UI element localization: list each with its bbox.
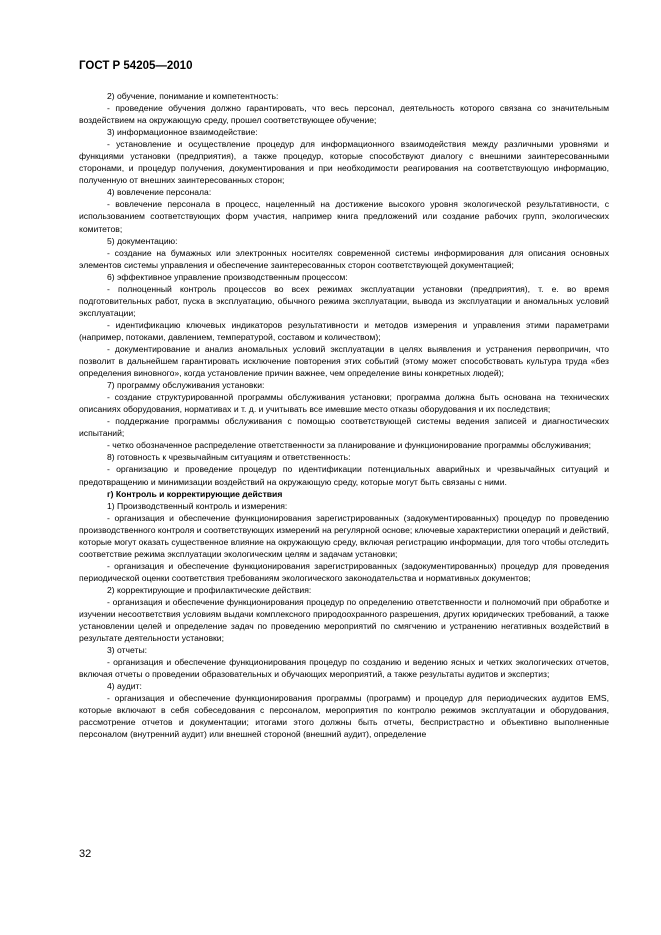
document-header: ГОСТ Р 54205—2010: [79, 60, 193, 72]
paragraph: - организация и обеспечение функционирования зарегистрированных (задокументированных) процедур по проведению производственного контроля и соответствующих измерений на регулярной основе; ключевые характеристики операций и действий, которые могут оказать существенное влияние на окружающую среду, включая регистрацию информации, для того чтобы отследить соответствие режима эксплуатации экологическим целям и задачам установки;: [79, 512, 609, 559]
paragraph: 7) программу обслуживания установки:: [107, 380, 265, 391]
paragraph: 3) информационное взаимодействие:: [107, 127, 258, 138]
paragraph: - организацию и проведение процедур по идентификации потенциальных аварийных и чрезвычайных ситуаций и предотвращению и минимизации воздействий на окружающую среду, которые могут быть связаны с ними.: [79, 464, 609, 487]
paragraph: 6) эффективное управление производственным процессом:: [107, 271, 348, 282]
paragraph: - проведение обучения должно гарантировать, что весь персонал, деятельность которого связана со значительным воздействием на окружающую среду, прошел соответствующее обучение;: [79, 103, 609, 126]
document-body: [79, 90, 609, 741]
paragraph: 3) отчеты:: [107, 645, 148, 656]
paragraph: - документирование и анализ аномальных условий эксплуатации в целях выявления и устранения первопричин, что позволит в дальнейшем гарантировать исключение повторения этих событий (этому может способствовать культура труда «без определения виновного», когда установление причин важнее, чем определение вины конкретных людей);: [79, 343, 609, 379]
paragraph: - установление и осуществление процедур для информационного взаимодействия между различными уровнями и функциями установки (предприятия), а также процедур, которые способствуют диалогу с внешними заинтересованными сторонами, и процедур получения, документирования и при необходимости реагирования на соответствующую информацию, полученную от внешних заинтересованных сторон;: [79, 139, 609, 186]
paragraph: - организация и обеспечение функционирования зарегистрированных (задокументированных) процедур для проведения периодической оценки соответствия требованиям экологического законодательства и нормативных документов;: [79, 560, 609, 583]
paragraph: - организация и обеспечение функционирования процедур по определению ответственности и полномочий при обработке и изучении несоответствия условиям выдачи комплексного природоохранного разрешения, других юридических требований, а также установлении целей и определение задач по проведению мероприятий по смягчению и устранению негативных воздействий в результате деятельности установки;: [79, 596, 609, 644]
paragraph: 2) корректирующие и профилактические действия:: [107, 584, 312, 595]
paragraph: 4) аудит:: [107, 681, 142, 692]
page-number: 32: [79, 848, 92, 860]
paragraph: - создание на бумажных или электронных носителях современной системы информирования для описания основных элементов системы управления и обеспечение заинтересованных сторон соответствующей документацией;: [79, 247, 609, 270]
paragraph: - поддержание программы обслуживания с помощью соответствующей системы ведения записей и диагностических испытаний;: [79, 416, 609, 439]
paragraph: 2) обучение, понимание и компетентность:: [107, 91, 279, 101]
section-heading: г) Контроль и корректирующие действия: [107, 488, 283, 499]
paragraph: - создание структурированной программы обслуживания установки; программа должна быть основана на технических описаниях оборудования, нормативах и т. д. и учитывать все имевшие место отказы оборудования и их последствия;: [79, 392, 609, 415]
paragraph: 5) документацию:: [107, 235, 178, 246]
paragraph: 8) готовность к чрезвычайным ситуациям и ответственность:: [107, 452, 351, 463]
paragraph: 4) вовлечение персонала:: [107, 187, 212, 198]
paragraph: - четко обозначенное распределение ответственности за планирование и функционирование программы обслуживания;: [107, 440, 592, 451]
paragraph: - вовлечение персонала в процесс, нацеленный на достижение высокого уровня экологической результативности, с использованием соответствующих форм участия, например книга предложений или создание рабочих групп, экологических комитетов;: [79, 199, 609, 234]
paragraph: - идентификацию ключевых индикаторов результативности и методов измерения и управления этими параметрами (например, потоками, давлением, температурой, составом и количеством);: [79, 319, 609, 342]
paragraph: - полноценный контроль процессов во всех режимах эксплуатации установки (предприятия), т. е. во время подготовительных работ, пуска в эксплуатацию, обычного режима эксплуатации, вывода из эксплуатации и аномальных условий эксплуатации;: [79, 283, 609, 318]
paragraph: 1) Производственный контроль и измерения:: [107, 500, 288, 511]
paragraph: - организация и обеспечение функционирования процедур по созданию и ведению ясных и четких экологических отчетов, включая отчеты о проведении образовательных и обучающих мероприятий, а также результаты аудитов и экспертиз;: [79, 657, 609, 680]
paragraph: - организация и обеспечение функционирования программы (программ) и процедур для периодических аудитов EMS, которые включают в себя собеседования с персоналом, мероприятия по контролю режимов эксплуатации и оборудования, рассмотрение отчетов и документации; итогами этого должны быть отчеты, беспристрастно и объективно выполненные персоналом (внутренний аудит) или внешней стороной (внешний аудит), определение: [79, 693, 609, 740]
